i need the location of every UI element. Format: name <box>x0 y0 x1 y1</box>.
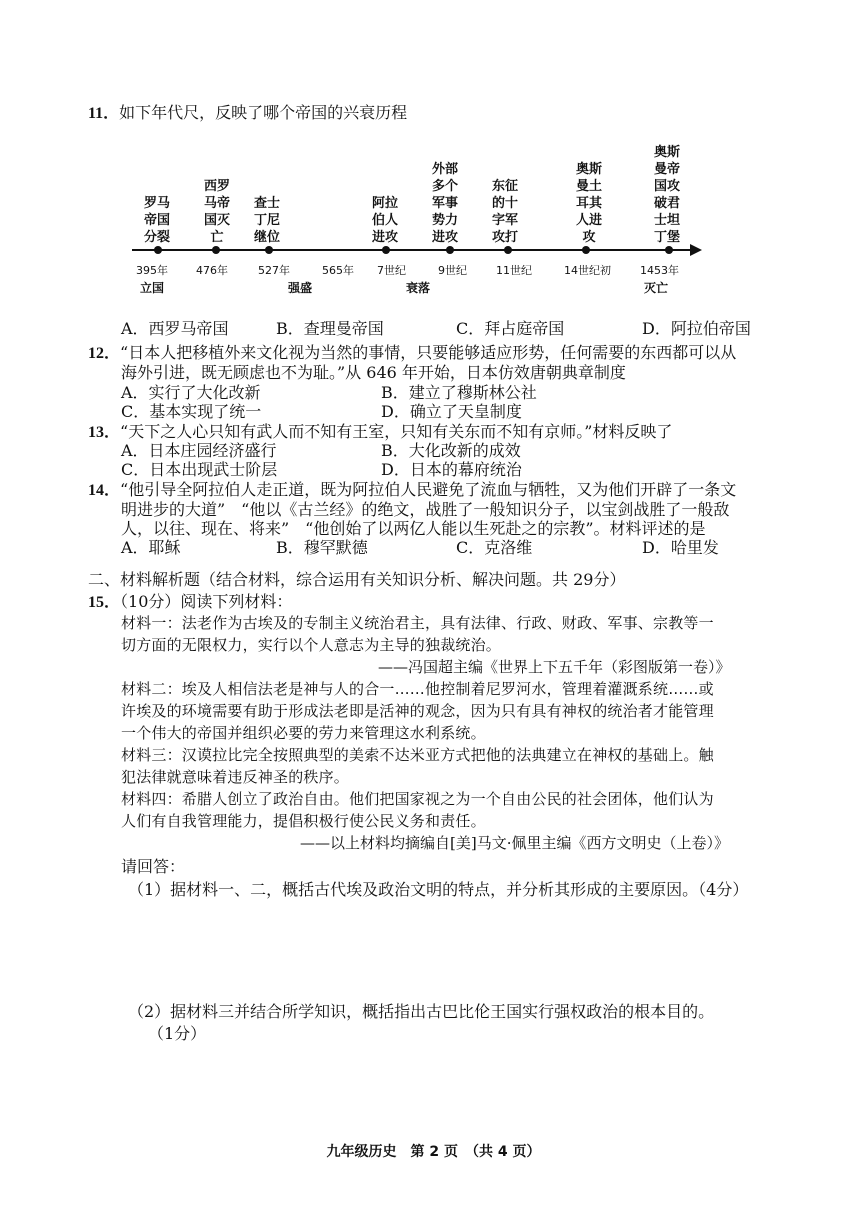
option-d: D．日本的幕府统治 <box>381 460 522 479</box>
timeline-ruler <box>120 138 710 298</box>
timeline-year: 11世纪 <box>496 264 532 277</box>
answer-prompt: 请回答： <box>121 857 186 876</box>
timeline-year: 527年 <box>258 264 290 277</box>
question-stem: “日本人把移植外来文化视为当然的事情，只要能够适应形势，任何需要的东西都可以从 <box>120 343 737 362</box>
timeline-year: 395年 <box>136 264 168 277</box>
material-source: ——以上材料均摘编自[美]马文·佩里主编《西方文明史（上卷）》 <box>300 834 729 852</box>
timeline-year: 14世纪初 <box>564 264 611 277</box>
option-c: C．日本出现武士阶层 <box>121 460 278 479</box>
option-d: D．确立了天皇制度 <box>381 402 522 421</box>
timeline-dot <box>212 246 220 254</box>
sub-question-2-score: （1分） <box>148 1024 207 1043</box>
option-b: B．建立了穆斯林公社 <box>381 383 537 402</box>
timeline-phase: 衰落 <box>406 281 431 295</box>
timeline-dot <box>154 246 162 254</box>
section-heading: 二、材料解析题（结合材料，综合运用有关知识分析、解决问题。共 29分） <box>88 570 626 589</box>
timeline-dot <box>265 246 273 254</box>
question-number: 12． <box>88 345 121 362</box>
option-d: D．阿拉伯帝国 <box>642 319 751 338</box>
material-4-cont: 人们有自我管理能力，提倡积极行使公民义务和责任。 <box>121 812 486 830</box>
timeline-year: 565年 <box>322 264 354 277</box>
question-stem: “天下之人心只知有武人而不知有王室，只知有关东而不知有京师。”材料反映了 <box>120 422 673 441</box>
sub-question-2: （2）据材料三并结合所学知识，概括指出古巴比伦王国实行强权政治的根本目的。 <box>128 1002 715 1021</box>
option-b: B．查理曼帝国 <box>276 319 384 338</box>
timeline-year: 476年 <box>196 264 228 277</box>
option-b: B．大化改新的成效 <box>381 441 521 460</box>
material-4: 材料四：希腊人创立了政治自由。他们把国家视之为一个自由公民的社会团体，他们认为 <box>121 790 714 808</box>
option-c: C．克洛维 <box>456 538 533 557</box>
page-footer: 九年级历史 第 2 页 （共 4 页） <box>326 1144 541 1160</box>
option-a: A．日本庄园经济盛行 <box>121 441 277 460</box>
option-d: D．哈里发 <box>642 538 719 557</box>
timeline-year: 9世纪 <box>438 264 467 277</box>
timeline-dot <box>446 246 454 254</box>
timeline-phase: 灭亡 <box>644 281 669 295</box>
question-11 <box>88 100 407 123</box>
timeline-year: 1453年 <box>640 264 679 277</box>
question-number: 15． <box>88 594 121 611</box>
question-stem: “他引导全阿拉伯人走正道，既为阿拉伯人民避免了流血与牺牲，又为他们开辟了一条文 <box>120 480 737 499</box>
arrow-icon <box>690 244 702 256</box>
material-3: 材料三：汉谟拉比完全按照典型的美索不达米亚方式把他的法典建立在神权的基础上。触 <box>121 746 714 764</box>
timeline-dot <box>665 246 673 254</box>
timeline-dot <box>504 246 512 254</box>
question-stem: 如下年代尺，反映了哪个帝国的兴衰历程 <box>119 103 408 122</box>
sub-question-1: （1）据材料一、二，概括古代埃及政治文明的特点，并分析其形成的主要原因。（4分） <box>128 880 749 899</box>
timeline-dot <box>582 246 590 254</box>
material-source: ——冯国超主编《世界上下五千年（彩图版第一卷）》 <box>378 658 731 676</box>
question-stem-line: 海外引进，既无顾虑也不为耻。”从 646 年开始，日本仿效唐朝典章制度 <box>121 363 626 382</box>
question-number: 13． <box>88 424 121 441</box>
material-1: 材料一：法老作为古埃及的专制主义统治君主，具有法律、行政、财政、军事、宗教等一 <box>121 614 714 632</box>
material-1-cont: 切方面的无限权力，实行以个人意志为主导的独裁统治。 <box>121 636 502 654</box>
timeline-event: 奥斯 曼帝 国攻 破君 士坦 丁堡 <box>653 145 680 245</box>
timeline-dot <box>382 246 390 254</box>
option-a: A．西罗马帝国 <box>121 319 229 338</box>
timeline-event: 罗马 帝国 分裂 <box>143 196 170 245</box>
option-b: B．穆罕默德 <box>276 538 368 557</box>
material-2: 材料二：埃及人相信法老是神与人的合一……他控制着尼罗河水，管理着灌溉系统……或 <box>121 680 714 698</box>
timeline-phase: 强盛 <box>288 281 313 295</box>
timeline-phase: 立国 <box>140 281 165 295</box>
option-c: C．拜占庭帝国 <box>456 319 565 338</box>
question-number: 14． <box>88 482 121 499</box>
question-stem-line: 人，以往、现在、将来” “他创始了以两亿人能以生死赴之的宗教”。材料评述的是 <box>121 519 706 538</box>
material-2-cont: 一个伟大的帝国并组织必要的劳力来管理这水利系统。 <box>121 724 486 742</box>
timeline-event: 阿拉 伯人 进攻 <box>371 196 398 245</box>
timeline-event: 东征 的十 字军 攻打 <box>491 179 518 245</box>
question-number: 11． <box>88 105 120 122</box>
timeline-event: 外部 多个 军事 势力 进攻 <box>431 162 458 245</box>
timeline-event: 奥斯 曼土 耳其 人进 攻 <box>575 162 602 245</box>
timeline-event: 查士 丁尼 继位 <box>253 196 280 245</box>
timeline-year: 7世纪 <box>377 264 406 277</box>
option-a: A．耶稣 <box>121 538 181 557</box>
timeline-event: 西罗 马帝 国灭 亡 <box>203 179 230 245</box>
option-c: C．基本实现了统一 <box>121 402 262 421</box>
question-stem-line: 明进步的大道” “他以《古兰经》的绝文，战胜了一般知识分子，以宝剑战胜了一般敌 <box>121 500 730 519</box>
question-stem: （10分）阅读下列材料： <box>120 592 293 611</box>
material-3-cont: 犯法律就意味着违反神圣的秩序。 <box>121 768 350 786</box>
question-15 <box>88 589 292 612</box>
material-2-cont: 许埃及的环境需要有助于形成法老即是活神的观念，因为只有具有神权的统治者才能管理 <box>121 702 714 720</box>
option-a: A．实行了大化改新 <box>121 383 261 402</box>
